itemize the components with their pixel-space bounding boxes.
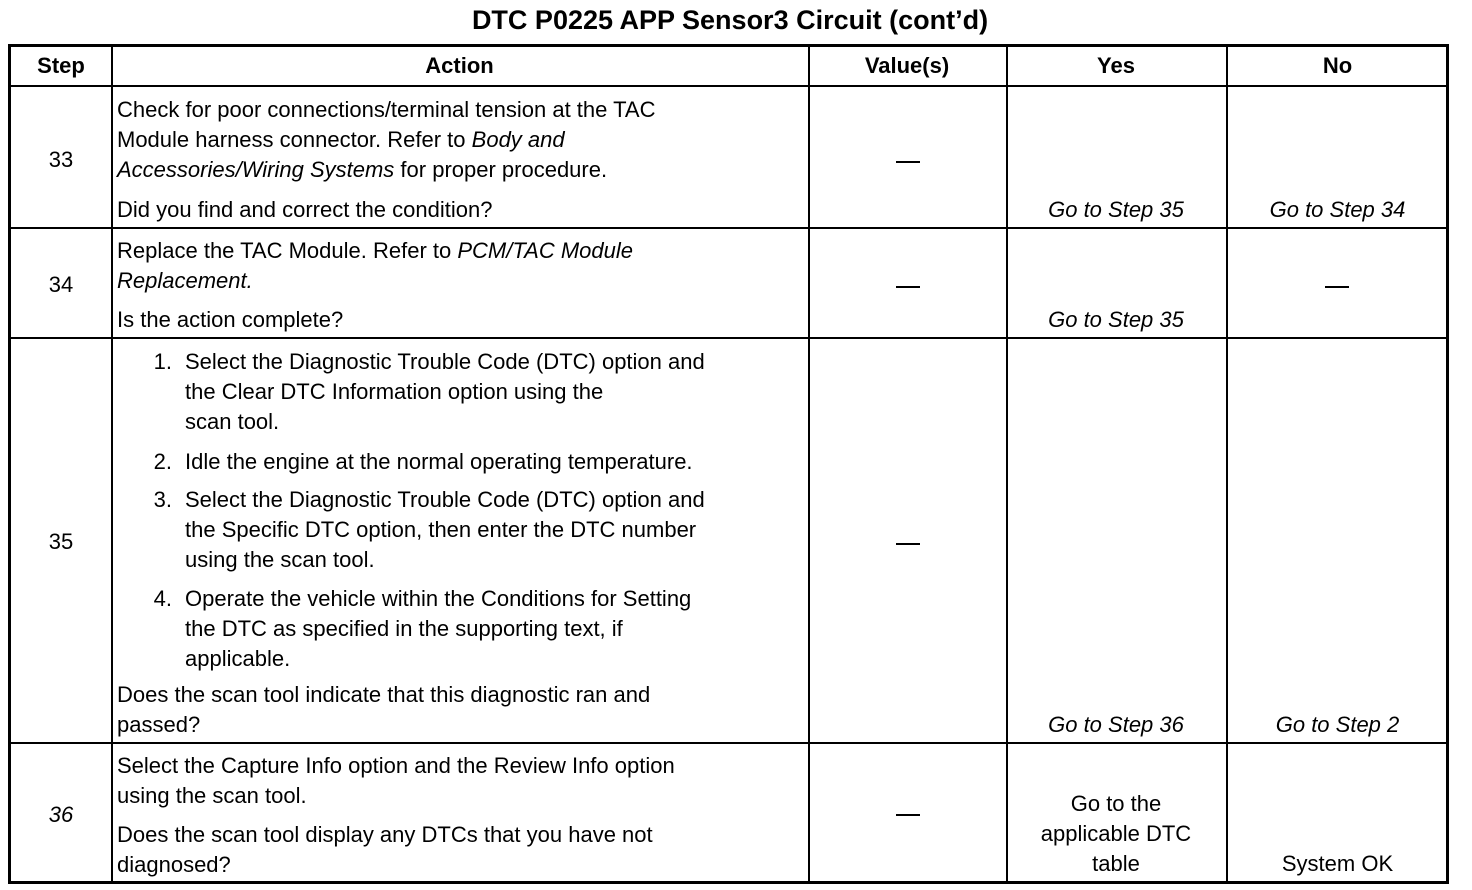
yes-line: Go to the — [1070, 791, 1162, 816]
diagnostic-table — [8, 44, 1449, 884]
reference-link: Accessories/Wiring Systems — [117, 157, 395, 182]
list-number: 3. — [153, 487, 172, 512]
step-number: 36 — [48, 802, 74, 827]
list-item-line: the Clear DTC Information option using the — [185, 379, 604, 404]
list-item-line: Select the Diagnostic Trouble Code (DTC) option and — [185, 487, 705, 512]
step-number: 34 — [48, 272, 74, 297]
row-divider — [11, 742, 1446, 744]
reference-link: Replacement. — [117, 268, 253, 293]
list-item-line: the DTC as specified in the supporting text, if — [185, 616, 623, 641]
no-goto: Go to Step 34 — [1269, 197, 1406, 222]
header-values: Value(s) — [864, 53, 950, 78]
value-dash — [896, 543, 920, 545]
reference-link: Body and — [471, 127, 565, 152]
step-number: 33 — [48, 147, 74, 172]
question-line: Does the scan tool display any DTCs that you have not — [117, 822, 653, 847]
list-item — [185, 584, 691, 674]
action-line: Check for poor connections/terminal tension at the TAC — [117, 97, 656, 122]
list-number: 1. — [153, 349, 172, 374]
no-dash — [1325, 286, 1349, 288]
header-yes: Yes — [1097, 53, 1135, 78]
question-line: Does the scan tool indicate that this diagnostic ran and — [117, 682, 651, 707]
list-item-line: applicable. — [185, 646, 291, 671]
action-line — [117, 155, 655, 185]
action-line: using the scan tool. — [117, 783, 307, 808]
list-number: 4. — [153, 586, 172, 611]
action-text-segment: for proper procedure. — [394, 157, 608, 182]
action-text — [117, 95, 655, 185]
yes-goto: Go to Step 35 — [1048, 197, 1184, 222]
list-item-line: using the scan tool. — [185, 547, 375, 572]
row-divider — [11, 227, 1446, 229]
yes-line: table — [1092, 851, 1140, 876]
yes-goto: Go to Step 36 — [1048, 712, 1184, 737]
column-divider — [111, 47, 113, 881]
action-question: Is the action complete? — [117, 307, 344, 332]
column-divider — [808, 47, 810, 881]
row-divider — [11, 337, 1446, 339]
list-item-line: the Specific DTC option, then enter the DTC number — [185, 517, 697, 542]
header-no: No — [1322, 53, 1353, 78]
value-dash — [896, 286, 920, 288]
reference-link: PCM/TAC Module — [457, 238, 633, 263]
action-line — [117, 236, 633, 266]
column-divider — [1006, 47, 1008, 881]
question-line: diagnosed? — [117, 852, 231, 877]
list-item — [185, 347, 705, 437]
list-item-line: Idle the engine at the normal operating temperature. — [185, 449, 693, 474]
action-question — [117, 820, 653, 880]
action-line — [117, 125, 655, 155]
list-number: 2. — [153, 449, 172, 474]
question-line: passed? — [117, 712, 201, 737]
header-step: Step — [37, 53, 85, 78]
value-dash — [896, 814, 920, 816]
column-divider — [1226, 47, 1228, 881]
list-item — [185, 485, 705, 575]
action-text — [117, 236, 633, 296]
step-number: 35 — [48, 529, 74, 554]
yes-goto: Go to Step 35 — [1048, 307, 1184, 332]
no-goto: Go to Step 2 — [1275, 712, 1400, 737]
list-item — [185, 447, 693, 477]
action-text — [117, 751, 675, 811]
list-item-line: scan tool. — [185, 409, 280, 434]
no-result: System OK — [1281, 851, 1394, 876]
value-dash — [896, 161, 920, 163]
yes-line: applicable DTC — [1040, 821, 1192, 846]
list-item-line: Select the Diagnostic Trouble Code (DTC) option and — [185, 349, 705, 374]
yes-goto — [1006, 789, 1226, 879]
list-item-line: Operate the vehicle within the Conditions for Setting — [185, 586, 692, 611]
action-question — [117, 680, 650, 740]
action-question: Did you find and correct the condition? — [117, 197, 493, 222]
action-line: Select the Capture Info option and the Review Info option — [117, 753, 675, 778]
header-action: Action — [425, 53, 494, 78]
action-text — [117, 347, 807, 737]
header-divider — [11, 85, 1446, 87]
page-title: DTC P0225 APP Sensor3 Circuit (cont’d) — [471, 5, 989, 35]
action-text-segment: Module harness connector. Refer to — [117, 127, 472, 152]
action-text-segment: Replace the TAC Module. Refer to — [117, 238, 458, 263]
